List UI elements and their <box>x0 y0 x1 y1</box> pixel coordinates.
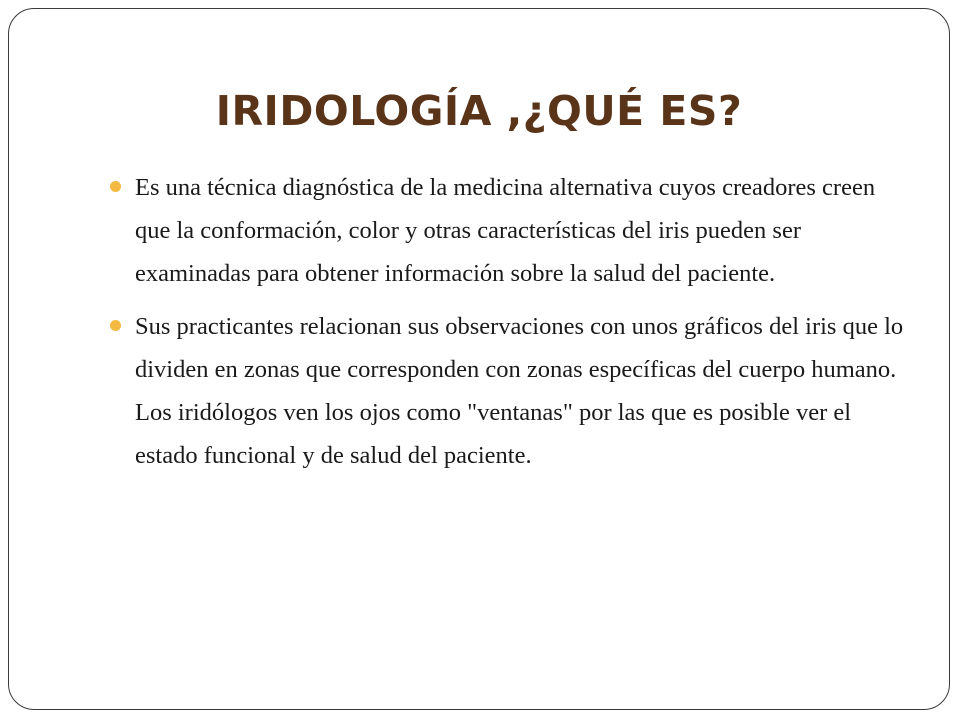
bullet-text: Es una técnica diagnóstica de la medicina alternativa cuyos creadores creen que la conformación, color y otras características del iris pueden ser examinadas para obtener información sobre la salud del paciente. <box>135 174 876 287</box>
bullet-dot-icon <box>110 181 121 192</box>
slide-title: IRIDOLOGÍA ,¿QUÉ ES? <box>215 87 743 135</box>
bullet-item <box>108 305 908 477</box>
bullet-text: Sus practicantes relacionan sus observaciones con unos gráficos del iris que lo dividen en zonas que corresponden con zonas específicas del cuerpo humano. Los iridólogos ven los ojos como "ventanas" por las que es posible ver el estado funcional y de salud del paciente. <box>135 313 904 469</box>
bullet-list <box>108 166 908 487</box>
bullet-dot-icon <box>110 320 121 331</box>
bullet-item <box>108 166 908 295</box>
slide <box>8 8 950 710</box>
